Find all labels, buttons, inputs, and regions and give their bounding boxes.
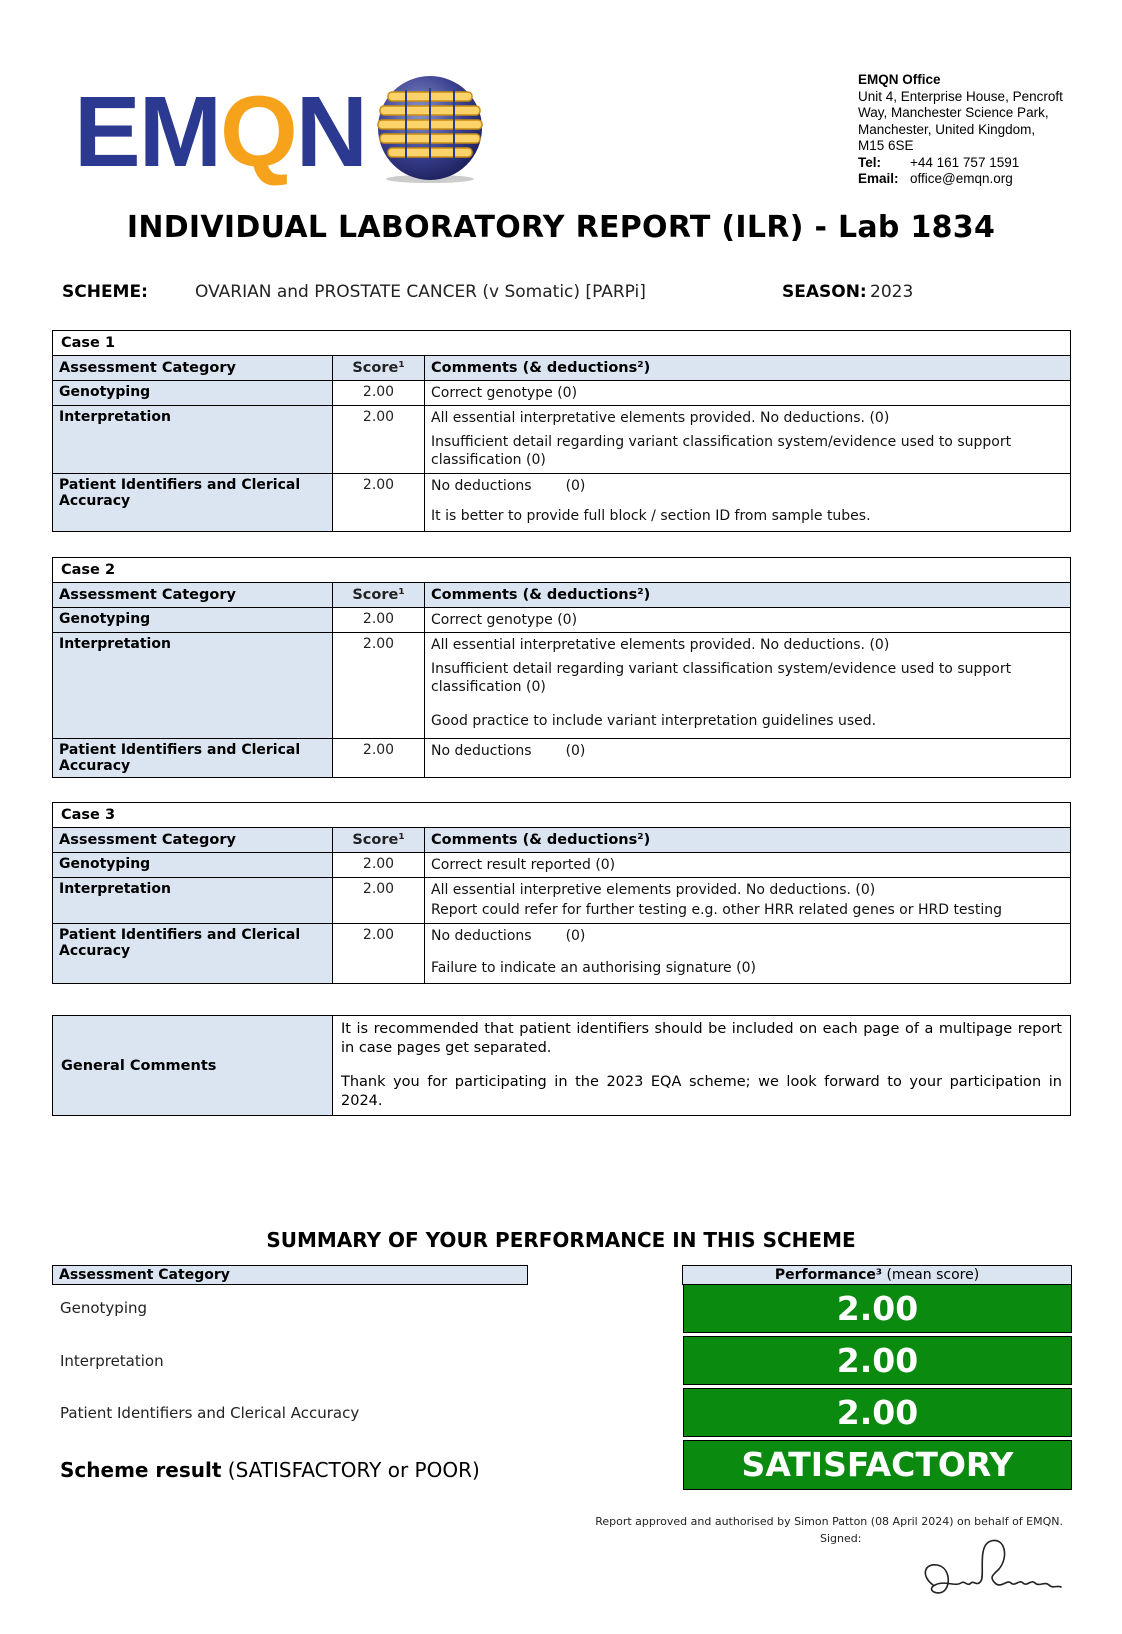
category-cell: Genotyping <box>53 381 333 406</box>
general-comments-cell: It is recommended that patient identifiers should be included on each page of a multipage report in case pages get separated. Thank you for participating in the 2023 EQA scheme; we look forward to your participation in 2024. <box>333 1016 1071 1116</box>
general-comments-table <box>52 1015 1071 1116</box>
header-category: Assessment Category <box>53 828 333 853</box>
category-cell: Genotyping <box>53 608 333 633</box>
score-cell: 2.00 <box>333 739 425 778</box>
office-address <box>858 72 1098 188</box>
score-cell: 2.00 <box>333 633 425 739</box>
score-cell: 2.00 <box>333 853 425 878</box>
category-cell: Patient Identifiers and Clerical Accuracy <box>53 474 333 532</box>
score-cell: 2.00 <box>333 608 425 633</box>
summary-performance-header: Performance³ (mean score) <box>682 1265 1072 1285</box>
category-cell: Interpretation <box>53 633 333 739</box>
approval-text: Report approved and authorised by Simon Patton (08 April 2024) on behalf of EMQN. <box>595 1515 1063 1528</box>
signature-image <box>915 1535 1065 1595</box>
score-cell: 2.00 <box>333 878 425 924</box>
address-line: M15 6SE <box>858 138 914 153</box>
summary-score-interpretation: 2.00 <box>683 1336 1072 1385</box>
address-line: Unit 4, Enterprise House, Pencroft <box>858 88 1063 104</box>
summary-score-clerical: 2.00 <box>683 1388 1072 1437</box>
comment-cell: Correct result reported (0) <box>425 853 1071 878</box>
comment-cell: No deductions (0) Failure to indicate an authorising signature (0) <box>425 924 1071 984</box>
case-table-1 <box>52 330 1071 532</box>
logo-wordmark: EMQN <box>74 76 367 188</box>
summary-label-clerical: Patient Identifiers and Clerical Accuracy <box>60 1404 360 1422</box>
category-cell: Interpretation <box>53 878 333 924</box>
comment-cell: Correct genotype (0) <box>425 608 1071 633</box>
address-line: Manchester, United Kingdom, <box>858 121 1036 137</box>
comment-cell: All essential interpretive elements provided. No deductions. (0) Report could refer for further testing e.g. other HRR related genes or HRD testing <box>425 878 1071 924</box>
report-title: INDIVIDUAL LABORATORY REPORT (ILR) - Lab 1834 <box>126 210 996 245</box>
score-cell: 2.00 <box>333 474 425 532</box>
header-category: Assessment Category <box>53 583 333 608</box>
summary-label-genotyping: Genotyping <box>60 1299 148 1317</box>
case-title: Case 3 <box>53 803 1071 828</box>
summary-label-interpretation: Interpretation <box>60 1352 164 1370</box>
case-table-3 <box>52 802 1071 984</box>
score-cell: 2.00 <box>333 406 425 474</box>
category-cell: Patient Identifiers and Clerical Accuracy <box>53 924 333 984</box>
address-line: Way, Manchester Science Park, <box>858 105 1049 120</box>
email-value: office@emqn.org <box>910 171 1013 186</box>
header-comments: Comments (& deductions²) <box>425 828 1071 853</box>
header-score: Score¹ <box>333 828 425 853</box>
summary-score-genotyping: 2.00 <box>683 1284 1072 1333</box>
header-category: Assessment Category <box>53 356 333 381</box>
category-cell: Patient Identifiers and Clerical Accuracy <box>53 739 333 778</box>
globe-icon <box>366 74 494 184</box>
header-comments: Comments (& deductions²) <box>425 583 1071 608</box>
season-label: SEASON: <box>782 282 867 302</box>
email-row: Email: office@emqn.org <box>858 171 1013 186</box>
tel-value: +44 161 757 1591 <box>910 154 1020 170</box>
header-score: Score¹ <box>333 583 425 608</box>
scheme-label: SCHEME: <box>62 282 148 302</box>
scheme-result-value: SATISFACTORY <box>683 1440 1072 1490</box>
comment-cell: No deductions (0) <box>425 739 1071 778</box>
comment-cell: No deductions (0) It is better to provide full block / section ID from sample tubes. <box>425 474 1071 532</box>
case-title: Case 2 <box>53 558 1071 583</box>
case-table-2 <box>52 557 1071 778</box>
score-cell: 2.00 <box>333 924 425 984</box>
case-title: Case 1 <box>53 331 1071 356</box>
scheme-value: OVARIAN and PROSTATE CANCER (v Somatic) [PARPi] <box>195 282 646 302</box>
comment-cell: All essential interpretative elements provided. No deductions. (0) Insufficient detail regarding variant classification system/evidence used to support classification (0) Good practice to include variant interpretation guidelines used. <box>425 633 1071 739</box>
comment-cell: Correct genotype (0) <box>425 381 1071 406</box>
score-cell: 2.00 <box>333 381 425 406</box>
scheme-result-label: Scheme result (SATISFACTORY or POOR) <box>60 1458 480 1482</box>
general-comments-label: General Comments <box>53 1016 333 1116</box>
emqn-logo <box>74 74 494 188</box>
category-cell: Interpretation <box>53 406 333 474</box>
header-score: Score¹ <box>333 356 425 381</box>
signed-label: Signed: <box>820 1532 862 1545</box>
office-title: EMQN Office <box>858 72 941 87</box>
summary-title: SUMMARY OF YOUR PERFORMANCE IN THIS SCHEME <box>266 1228 856 1252</box>
season-value: 2023 <box>870 282 914 302</box>
category-cell: Genotyping <box>53 853 333 878</box>
comment-cell: All essential interpretative elements provided. No deductions. (0) Insufficient detail regarding variant classification system/evidence used to support classification (0) <box>425 406 1071 474</box>
summary-category-header: Assessment Category <box>52 1265 528 1285</box>
header-comments: Comments (& deductions²) <box>425 356 1071 381</box>
tel-row: Tel: +44 161 757 1591 <box>858 154 1020 170</box>
